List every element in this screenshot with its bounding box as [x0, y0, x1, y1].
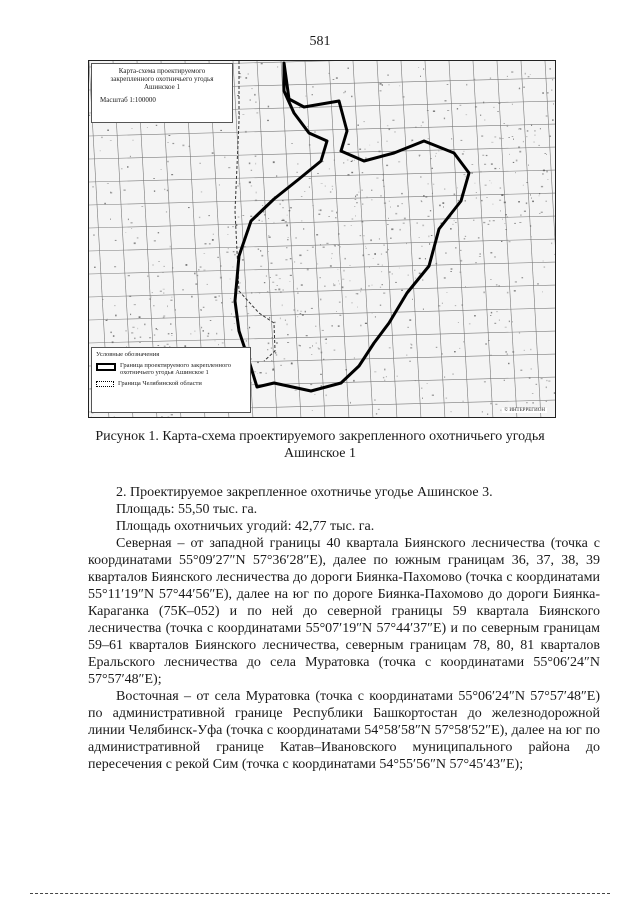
paragraph: Площадь: 55,50 тыс. га.	[116, 502, 258, 517]
legend-item-label: Граница Челябинской области	[118, 379, 202, 387]
page-number: 581	[309, 34, 331, 49]
map-figure	[88, 60, 556, 418]
map-copyright: © ИНТЕРРЕГИОН	[504, 408, 545, 413]
map-title-line: Ашинское 1	[143, 83, 181, 91]
paragraph: Восточная – от села Муратовка (точка с координатами 55°06′24″N 57°57′48″E) по административной границе Республики Башкортостан до железнодорожной линии Челябинск-Уфа (точка с координатами 54°58′58″N 57°58′52″E), далее на юг по административной границе Катав–Ивановского муниципального района до пересечения с рекой Сим (точка с координатами 54°55′56″N 57°45′43″E);	[88, 689, 600, 772]
paragraph: Северная – от западной границы 40 квартала Биянского лесничества (точка с координатами 55°09′27″N 57°36′28″E), далее по южным границам 36, 37, 38, 39 кварталов Биянского лесничества до дороги Биянка-Пахомово (точка с координатами 55°11′19″N 57°44′56″E), далее на юг по дороге Биянка-Пахомово до дороги Биянка-Караганка (75К–052) и по ней до северной границы 59 квартала Биянского лесничества (точка с координатами 55°07′19″N 57°44′37″E) и по северным границам 59–61 кварталов Биянского лесничества, северным границам 78, 80, 81 кварталов Еральского лесничества до села Муратовка (точка с координатами 55°06′24″N 57°57′48″E);	[88, 536, 600, 687]
caption-line: Рисунок 1. Карта-схема проектируемого закрепленного охотничьего угодья	[95, 429, 545, 444]
thin-boundary-swatch-icon	[96, 381, 114, 387]
paragraph: Площадь охотничьих угодий: 42,77 тыс. га.	[116, 519, 375, 534]
thick-boundary-swatch-icon	[96, 363, 116, 371]
map-title-line: закрепленного охотничьего угодья	[110, 75, 214, 83]
paragraph: 2. Проектируемое закрепленное охотничье угодье Ашинское 3.	[116, 485, 493, 500]
map-scale: Масштаб 1:100000	[100, 96, 156, 104]
legend-item	[96, 362, 246, 377]
page-bottom-rule	[30, 893, 610, 895]
legend-heading: Условные обозначения	[96, 351, 160, 358]
map-legend	[91, 347, 251, 413]
legend-item	[96, 380, 246, 388]
map-title-box	[91, 63, 233, 123]
figure-caption	[70, 428, 570, 462]
caption-line: Ашинское 1	[283, 446, 357, 461]
hunting-area-boundary	[235, 63, 469, 391]
legend-item-label: Граница проектируемого закрепленного охотничьего угодья Ашинское 1	[120, 361, 232, 376]
document-body	[88, 484, 600, 773]
map-title-line: Карта-схема проектируемого	[118, 67, 206, 75]
